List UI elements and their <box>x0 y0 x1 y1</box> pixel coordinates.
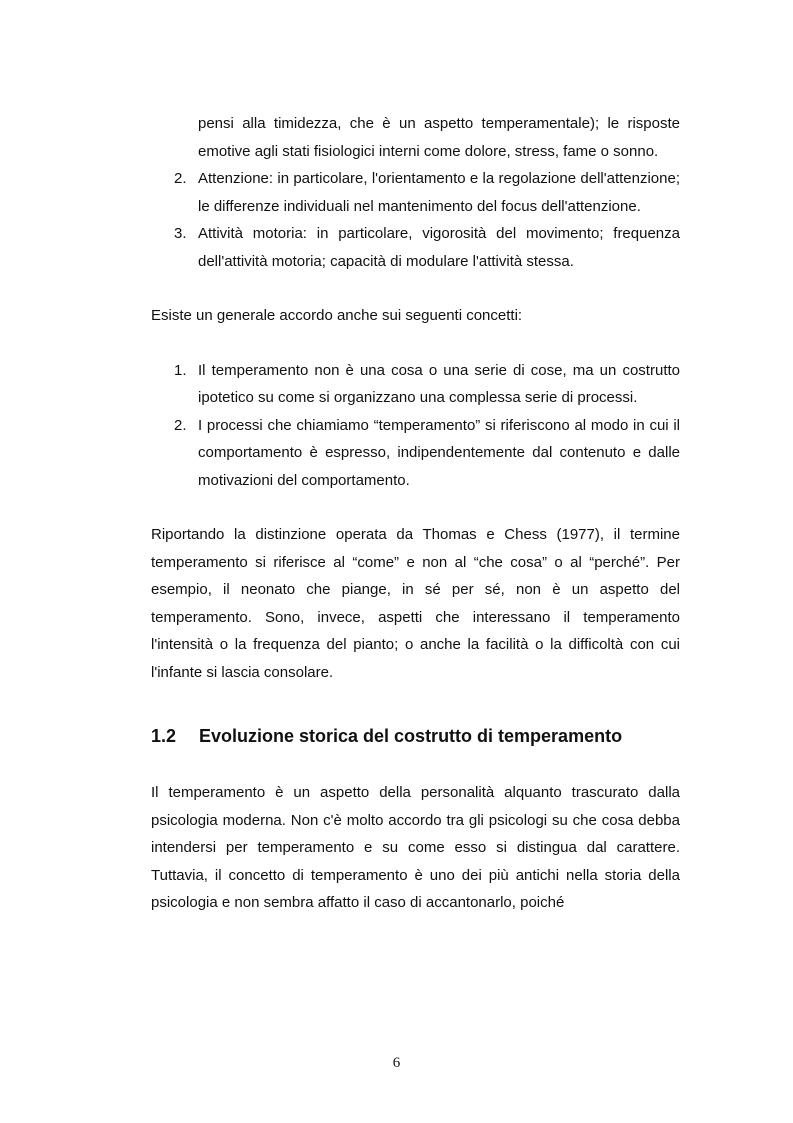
page-number: 6 <box>392 1055 401 1071</box>
section-title: Evoluzione storica del costrutto di temperamento <box>199 726 623 746</box>
list-item <box>151 412 680 495</box>
list-item-continuation: pensi alla timidezza, che è un aspetto temperamentale); le risposte emotive agli stati fisiologici interni come dolore, stress, fame o sonno. <box>198 115 680 160</box>
page-content <box>151 110 680 917</box>
list-item-text: Il temperamento non è una cosa o una serie di cose, ma un costrutto ipotetico su come si organizzano una complessa serie di processi. <box>198 361 680 406</box>
list-item-text: Attività motoria: in particolare, vigorosità del movimento; frequenza dell'attività motoria; capacità di modulare l'attività stessa. <box>198 225 680 270</box>
list-item-number: 3. <box>174 225 187 242</box>
list-item <box>151 220 680 275</box>
list-item <box>151 165 680 220</box>
list-item-number: 2. <box>174 170 187 187</box>
list-item-number: 1. <box>174 361 187 379</box>
paragraph: Riportando la distinzione operata da Thomas e Chess (1977), il termine temperamento si riferisce al “come” e non al “che cosa” o al “perché”. Per esempio, il neonato che piange, in sé per sé, non è un aspetto del temperamento. Sono, invece, aspetti che interessano il temperamento l'intensità o la frequenza del pianto; o anche la facilità o la difficoltà con cui l'infante si lascia consolare. <box>151 526 680 681</box>
list-item <box>151 357 680 412</box>
paragraph: Esiste un generale accordo anche sui seguenti concetti: <box>151 307 523 324</box>
list-item-number: 2. <box>174 416 187 434</box>
list-item-text: I processi che chiamiamo “temperamento” si riferiscono al modo in cui il comportamento è espresso, indipendentemente dal contenuto e dalle motivazioni del comportamento. <box>198 416 680 489</box>
section-heading <box>151 724 680 748</box>
section-number: 1.2 <box>151 726 177 746</box>
list-item-text: Attenzione: in particolare, l'orientamento e la regolazione dell'attenzione; le differenze individuali nel mantenimento del focus dell'attenzione. <box>198 170 680 215</box>
paragraph: Il temperamento è un aspetto della personalità alquanto trascurato dalla psicologia moderna. Non c'è molto accordo tra gli psicologi su che cosa debba intendersi per temperamento e su come esso si distingua dal carattere. Tuttavia, il concetto di temperamento è uno dei più antichi nella storia della psicologia e non sembra affatto il caso di accantonarlo, poiché <box>151 784 680 911</box>
